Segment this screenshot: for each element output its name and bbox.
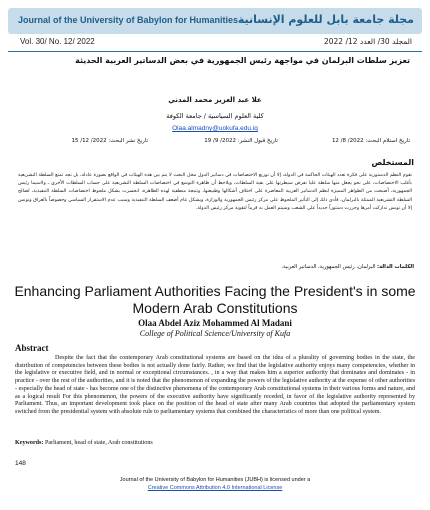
abstract-body-en: Despite the fact that the contemporary Arab constitutional systems are based on the idea of a plurality of governing bodies in the state, the distribution of competencies between these bodies is not actually done fairly. Rather, we find that the legislative authority enjoys many competencies, whether in the legislative or executive field, and in normal or exceptional circumstances. , in a way that makes him a superior authority that dominates and dominates - in practice - over the rest of the authorities, and it is noted that the phenomenon of expanding the powers of the legislative authority at the expense of other authorities - especially the head of state - has become one of the distinctive phenomena of the contemporary Arab constitutional systems in their various forms and nature, and as a logical result For this phenomenon, the powers of the executive authority have significantly receded, in favor of the legislative authority represented by Parliament. Thus, an important development took place on the position of the head of state after many Arab countries that adopted the parliamentary system switched from the presidential system with absolute rule to parliamentary systems that combined the characteristics of more than one political system. bbox=[15, 355, 415, 415]
abstract-heading-ar: المستخلص bbox=[371, 158, 414, 167]
date-accepted: تاريخ قبول النشر: 2022/ 9/ 19 bbox=[204, 138, 278, 144]
volume-line bbox=[8, 36, 422, 50]
article-title-ar: تعزيز سلطات البرلمان في مواجهة رئيس الجمهورية في بعض الدساتير العربية الحديثة bbox=[75, 56, 410, 65]
keywords-label-en: Keywords: bbox=[15, 440, 44, 446]
date-published: تاريخ نشر البحث: 2022/ 12/ 15 bbox=[71, 138, 148, 144]
journal-header-band bbox=[8, 8, 422, 34]
journal-name-ar: مجلة جامعة بابل للعلوم الإنسانية bbox=[237, 13, 414, 26]
license-text: Journal of the University of Babylon for Humanities (JUBH) is licensed under a bbox=[119, 477, 311, 483]
author-email-link[interactable]: Olaa.almadny@uokufa.edu.iq bbox=[172, 125, 258, 132]
volume-en: Vol. 30/ No. 12/ 2022 bbox=[20, 37, 95, 46]
journal-name-en: Journal of the University of Babylon for Humanities bbox=[18, 15, 239, 25]
header-divider bbox=[8, 51, 422, 52]
author-name-en: Olaa Abdel Aziz Mohammed Al Madani bbox=[138, 318, 292, 328]
keywords-list-ar: البرلمان، رئيس الجمهورية، الدساتير العربية. bbox=[281, 264, 376, 270]
date-received: تاريخ استلام البحث: 2022/ 8/ 12 bbox=[331, 138, 410, 144]
author-affiliation-ar: كلية العلوم السياسية / جامعة الكوفة bbox=[166, 112, 264, 120]
volume-ar: المجلد 30/ العدد 12/ 2022 bbox=[323, 37, 412, 46]
license-link[interactable]: Creative Commons Attribution 4.0 International License bbox=[147, 485, 283, 491]
keywords-label-ar: الكلمات الدالة: bbox=[377, 264, 414, 270]
license-footer bbox=[0, 476, 430, 492]
keywords-list-en: Parliament, head of state, Arab constitutions bbox=[44, 440, 153, 446]
abstract-heading-en: Abstract bbox=[15, 343, 49, 353]
abstract-body-ar: تقوم النظم الدستورية على فكرة تعدد الهيئات الحاكمة في الدولة، إلا أن توزيع الاختصاصات في دساتير الدول محل البحث لا يتم بين هذه الهيئات في الواقع بصورة عادلة، بل نجد تمتع السلطة التشريعية بأغلب الاختصاصات، على نحو يجعل منها سلطة عليا تفرض سيطرتها على بقية السلطات، ويلاحظ أن ظاهرة التوسع في اختصاصات السلطة التشريعية على حساب السلطات الأخرى ـ ولاسيما رئيس الجمهورية، أصبحت من الظواهر المميزة لنظم الدساتير العربية المعاصرة على اختلاف أشكالها وطبيعتها، وتتيجة منطقية لهذه الظاهرة، انحسرت بشكل ملحوظ اختصاصات السلطة التنفيذية، لصالح السلطة التشريعية الممثلة بالبرلمان، فأدى ذلك إلى التأثير الملحوظ على مركز رئيس الجمهورية والوزارة، وبشكل عام أضعف السلطة التنفيذية وسبب عدم الاستقرار السياسي وخصوصاً بالعراق وتونس إلا أن تونس تداركت أمرها وحررت دستوراً جديداً على الشعب وسيتم العمل به قريباً لتقوية مركز رئيس الدولة. bbox=[18, 173, 412, 211]
article-dates bbox=[40, 138, 410, 152]
keywords-ar bbox=[20, 264, 414, 270]
article-title-en: Enhancing Parliament Authorities Facing the President's in some Modern Arab Constitutions bbox=[14, 283, 416, 316]
author-name-ar: علا عبد العزيز محمد المدني bbox=[168, 96, 262, 104]
page-number: 148 bbox=[15, 460, 26, 467]
author-affiliation-en: College of Political Science/University of Kufa bbox=[139, 329, 291, 338]
keywords-en bbox=[15, 440, 415, 446]
